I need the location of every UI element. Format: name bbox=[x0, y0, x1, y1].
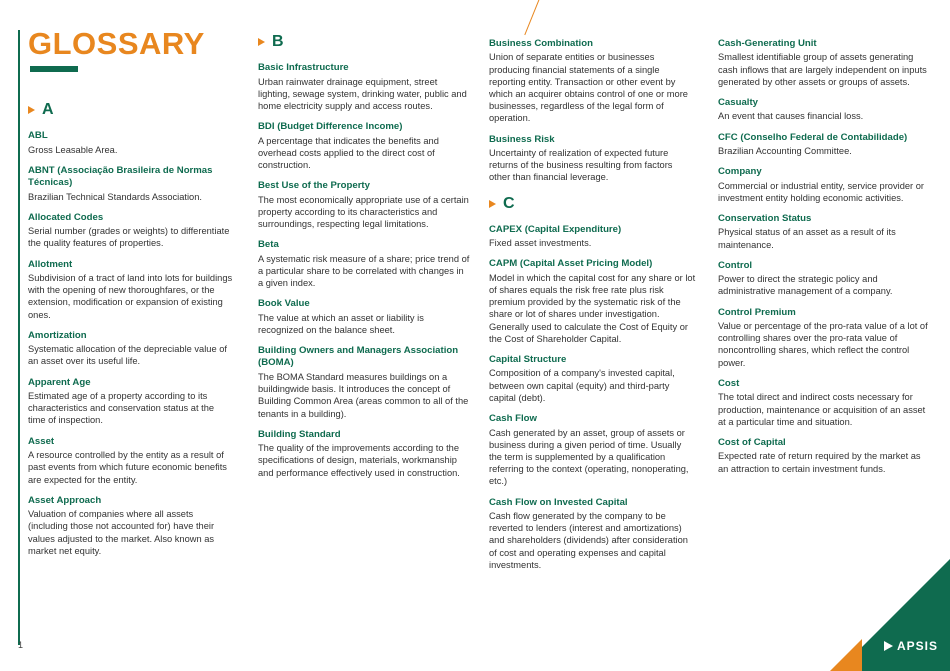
entry-definition: Expected rate of return required by the market as an attraction to certain investment funds. bbox=[718, 451, 921, 474]
entry-term: Control bbox=[718, 259, 753, 271]
entry-definition: Brazilian Technical Standards Association. bbox=[28, 191, 202, 202]
glossary-entry bbox=[28, 259, 233, 321]
entry-term: Cash-Generating Unit bbox=[718, 38, 817, 49]
glossary-entry bbox=[258, 62, 470, 112]
glossary-entry bbox=[28, 212, 233, 250]
entry-term: Company bbox=[718, 166, 762, 178]
entry-definition: Uncertainty of realization of expected future returns of the business resulting from factors other than financial leverage. bbox=[489, 148, 673, 183]
entry-definition: Cash generated by an asset, group of assets or business during a given period of time. Usually the term is supplemented by a qualification referring to the context (operating, nonoperating, etc.) bbox=[489, 427, 689, 487]
glossary-entry bbox=[718, 38, 930, 88]
entry-term: Allotment bbox=[28, 258, 73, 270]
entry-definition: Gross Leasable Area. bbox=[28, 144, 118, 155]
glossary-entry bbox=[28, 495, 233, 557]
corner-decoration-orange bbox=[830, 639, 862, 671]
apsis-logo bbox=[884, 639, 938, 653]
entry-term: Building Standard bbox=[258, 428, 341, 440]
logo-mark-icon bbox=[884, 641, 893, 651]
entry-definition: Commercial or industrial entity, service provider or investment entity holding economic activities. bbox=[718, 180, 924, 203]
logo-text: APSIS bbox=[896, 639, 938, 653]
glossary-entry bbox=[489, 413, 696, 487]
glossary-column-2 bbox=[258, 33, 470, 488]
decorative-diagonal-line bbox=[524, 0, 541, 35]
glossary-entry bbox=[489, 497, 696, 571]
entry-term: Cost bbox=[718, 377, 740, 389]
letter-label: C bbox=[503, 194, 515, 212]
glossary-column-1 bbox=[28, 101, 233, 566]
glossary-entry bbox=[258, 345, 470, 420]
entry-term: Cash Flow bbox=[489, 413, 537, 425]
letter-label: B bbox=[272, 33, 284, 50]
entry-term: Asset bbox=[28, 435, 55, 447]
letter-heading-b bbox=[258, 33, 470, 50]
entry-definition: Systematic allocation of the depreciable value of an asset over its useful life. bbox=[28, 344, 227, 367]
page-number: 1 bbox=[18, 640, 24, 650]
entry-definition: The value at which an asset or liability is recognized on the balance sheet. bbox=[258, 312, 424, 335]
glossary-entry bbox=[718, 437, 930, 475]
letter-heading-c bbox=[489, 194, 696, 212]
glossary-entry bbox=[258, 121, 470, 171]
glossary-entry bbox=[28, 165, 233, 203]
entry-definition: Smallest identifiable group of assets generating cash inflows that are largely independent on inputs generated by other assets or groups of assets. bbox=[718, 52, 927, 87]
glossary-entry bbox=[28, 330, 233, 368]
entry-definition: Power to direct the strategic policy and administrative management of a company. bbox=[718, 274, 893, 297]
entry-term: Casualty bbox=[718, 97, 758, 109]
entry-definition: The most economically appropriate use of a certain property according to its characteristics and surroundings, respecting legal limitations. bbox=[258, 194, 469, 230]
glossary-entry bbox=[489, 354, 696, 404]
entry-term: Beta bbox=[258, 239, 279, 251]
glossary-entry bbox=[718, 166, 930, 204]
entry-term: CAPEX (Capital Expenditure) bbox=[489, 223, 622, 235]
title-underline bbox=[30, 66, 78, 72]
entry-term: Building Owners and Managers Association (BOMA) bbox=[258, 345, 459, 369]
glossary-column-4 bbox=[718, 38, 930, 484]
entry-definition: Estimated age of a property according to its characteristics and conservation status at the time of inspection. bbox=[28, 391, 215, 426]
glossary-entry bbox=[489, 224, 696, 250]
entry-term: ABNT (Associação Brasileira de Normas Técnicas) bbox=[28, 164, 213, 189]
glossary-entry bbox=[718, 260, 930, 298]
entry-definition: A resource controlled by the entity as a result of past events from which future economic benefits are expected for the entity. bbox=[28, 450, 227, 485]
entry-definition: The quality of the improvements according to the specifications of design, materials, workmanship and performance effectively used in construction. bbox=[258, 443, 460, 478]
entry-definition: An event that causes financial loss. bbox=[718, 111, 864, 122]
entry-term: CAPM (Capital Asset Pricing Model) bbox=[489, 258, 653, 270]
entry-term: Cash Flow on Invested Capital bbox=[489, 496, 628, 508]
entry-definition: Subdivision of a tract of land into lots for buildings with the opening of new thoroughfares, or the extension, modification or expansion of existing ones. bbox=[28, 273, 233, 320]
glossary-entry bbox=[258, 180, 470, 230]
letter-heading-a bbox=[28, 101, 233, 118]
entry-definition: A percentage that indicates the benefits and overhead costs applied to the direct cost of construction. bbox=[258, 135, 439, 171]
entry-term: Conservation Status bbox=[718, 213, 812, 225]
entry-term: Business Combination bbox=[489, 38, 593, 49]
entry-term: Apparent Age bbox=[28, 376, 91, 388]
entry-definition: Union of separate entities or businesses producing financial statements of a single reporting entity. Transaction or other event by which an acquirer obtains control of one or more businesses, regardless of the legal form of operation. bbox=[489, 52, 688, 124]
glossary-entry bbox=[718, 97, 930, 123]
glossary-entry bbox=[258, 429, 470, 479]
glossary-entry bbox=[718, 378, 930, 428]
entry-term: Capital Structure bbox=[489, 354, 567, 366]
entry-definition: Serial number (grades or weights) to differentiate the quality features of properties. bbox=[28, 226, 230, 249]
glossary-entry bbox=[28, 436, 233, 486]
entry-term: Basic Infrastructure bbox=[258, 62, 349, 74]
entry-term: Amortization bbox=[28, 329, 87, 341]
glossary-entry bbox=[489, 134, 696, 184]
glossary-entry bbox=[489, 258, 696, 345]
entry-definition: Composition of a company's invested capital, between own capital (equity) and third-party capital (debt). bbox=[489, 368, 675, 403]
entry-term: Control Premium bbox=[718, 306, 796, 318]
entry-definition: Model in which the capital cost for any share or lot of shares equals the risk free rate plus risk premium provided by the systematic risk of the share or lot of shares under investigation. Generally used to calculate the Cost of Equity or the Cost of Shareholder Capital. bbox=[489, 272, 696, 344]
entry-definition: The BOMA Standard measures buildings on a buildingwide basis. It introduces the concept of Building Common Area (areas common to all of the tenants in a building). bbox=[258, 371, 469, 419]
triangle-bullet-icon bbox=[489, 200, 496, 208]
glossary-entry bbox=[718, 132, 930, 158]
entry-term: CFC (Conselho Federal de Contabilidade) bbox=[718, 131, 908, 143]
entry-definition: Fixed asset investments. bbox=[489, 238, 592, 249]
entry-definition: Physical status of an asset as a result of its maintenance. bbox=[718, 227, 896, 250]
glossary-entry bbox=[718, 213, 930, 251]
entry-definition: Cash flow generated by the company to be reverted to lenders (interest and amortizations) and shareholders (dividends) after consideration of cost and operating expenses and capital investments. bbox=[489, 510, 688, 570]
glossary-entry bbox=[28, 377, 233, 427]
entry-term: Allocated Codes bbox=[28, 211, 104, 223]
entry-definition: The total direct and indirect costs necessary for production, maintenance or acquisition of an asset at a particular time and situation. bbox=[718, 392, 926, 427]
page-title: GLOSSARY bbox=[28, 26, 205, 61]
entry-term: ABL bbox=[28, 130, 48, 142]
triangle-bullet-icon bbox=[28, 106, 35, 114]
entry-definition: Valuation of companies where all assets (including those not accounted for) have their values adjusted to the market. Also known as market net equity. bbox=[28, 509, 215, 556]
entry-definition: Brazilian Accounting Committee. bbox=[718, 146, 852, 157]
letter-label: A bbox=[42, 101, 54, 118]
triangle-bullet-icon bbox=[258, 38, 265, 46]
entry-term: Cost of Capital bbox=[718, 436, 786, 448]
glossary-entry bbox=[718, 307, 930, 369]
glossary-entry bbox=[258, 239, 470, 289]
entry-term: BDI (Budget Difference Income) bbox=[258, 121, 403, 133]
entry-term: Business Risk bbox=[489, 133, 555, 145]
glossary-entry bbox=[28, 130, 233, 156]
glossary-entry bbox=[489, 38, 696, 125]
entry-definition: Value or percentage of the pro-rata value of a lot of controlling shares over the pro-rata value of noncontrolling shares, which reflect the control power. bbox=[718, 321, 928, 368]
left-vertical-rule bbox=[18, 30, 20, 645]
entry-term: Best Use of the Property bbox=[258, 180, 370, 192]
entry-definition: Urban rainwater drainage equipment, street lighting, sewage system, drinking water, public and home electricity supply and access routes. bbox=[258, 76, 467, 112]
glossary-column-3 bbox=[489, 38, 696, 580]
entry-term: Book Value bbox=[258, 298, 310, 310]
glossary-entry bbox=[258, 298, 470, 336]
entry-term: Asset Approach bbox=[28, 494, 102, 506]
entry-definition: A systematic risk measure of a share; price trend of a particular share to be correlated with changes in a given index. bbox=[258, 253, 470, 289]
